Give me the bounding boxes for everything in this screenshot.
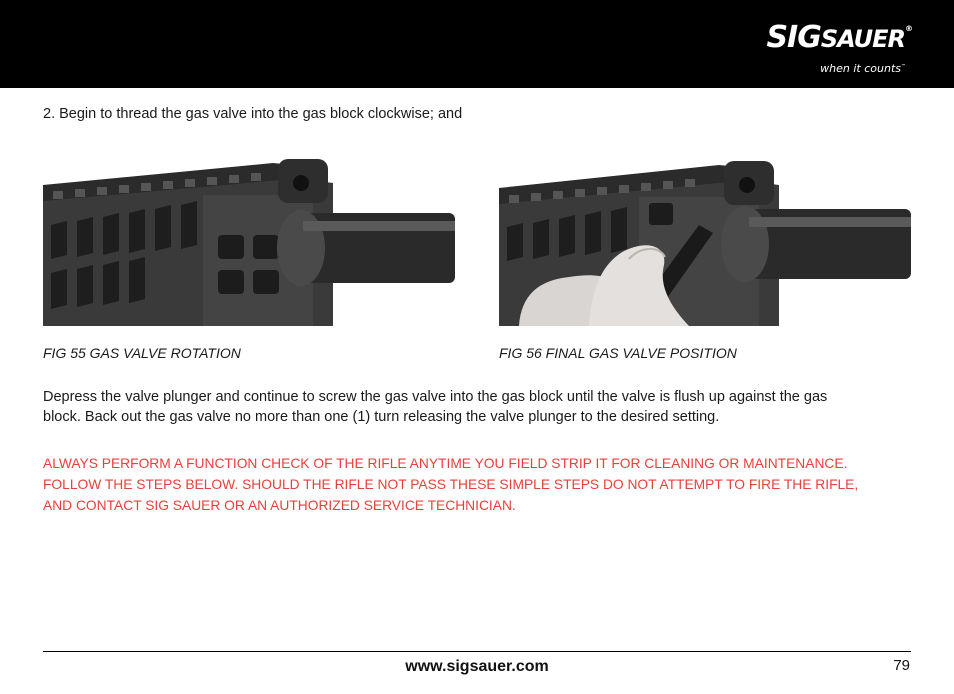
figure-56-caption: FIG 56 FINAL GAS VALVE POSITION: [499, 345, 737, 361]
logo-wordmark: [766, 20, 912, 55]
page-number: 79: [893, 657, 910, 674]
instruction-line: Depress the valve plunger and continue to screw the gas valve into the gas block until the valve is flush up against the gas: [43, 389, 828, 405]
warning-line: AND CONTACT SIG SAUER OR AN AUTHORIZED SERVICE TECHNICIAN.: [43, 498, 516, 513]
logo-trademark: ™: [901, 63, 906, 70]
instruction-line: block. Back out the gas valve no more than one (1) turn releasing the valve plunger to the desired setting.: [43, 409, 720, 425]
instruction-paragraph: [43, 387, 915, 427]
warning-line: ALWAYS PERFORM A FUNCTION CHECK OF THE RIFLE ANYTIME YOU FIELD STRIP IT FOR CLEANING OR MAINTENANCE.: [43, 456, 848, 471]
figure-55-caption: FIG 55 GAS VALVE ROTATION: [43, 345, 241, 361]
page-header: [0, 0, 954, 88]
logo-sig: SIG: [766, 20, 821, 55]
logo-sauer: SAUER: [820, 25, 905, 53]
logo-tagline-text: when it counts: [820, 62, 901, 75]
intro-step: 2. Begin to thread the gas valve into the gas block clockwise; and: [43, 106, 463, 122]
footer-website-link[interactable]: www.sigsauer.com: [405, 658, 549, 675]
figure-55-image: [43, 155, 455, 326]
figure-56-image: [499, 155, 911, 326]
warning-line: FOLLOW THE STEPS BELOW. SHOULD THE RIFLE NOT PASS THESE SIMPLE STEPS DO NOT ATTEMPT TO FIRE THE RIFLE,: [43, 477, 859, 492]
footer-divider: [43, 651, 911, 652]
logo-registered-mark: ®: [905, 24, 912, 33]
logo-tagline: [820, 62, 906, 75]
warning-notice: [43, 453, 923, 516]
sig-sauer-logo: [766, 20, 912, 76]
